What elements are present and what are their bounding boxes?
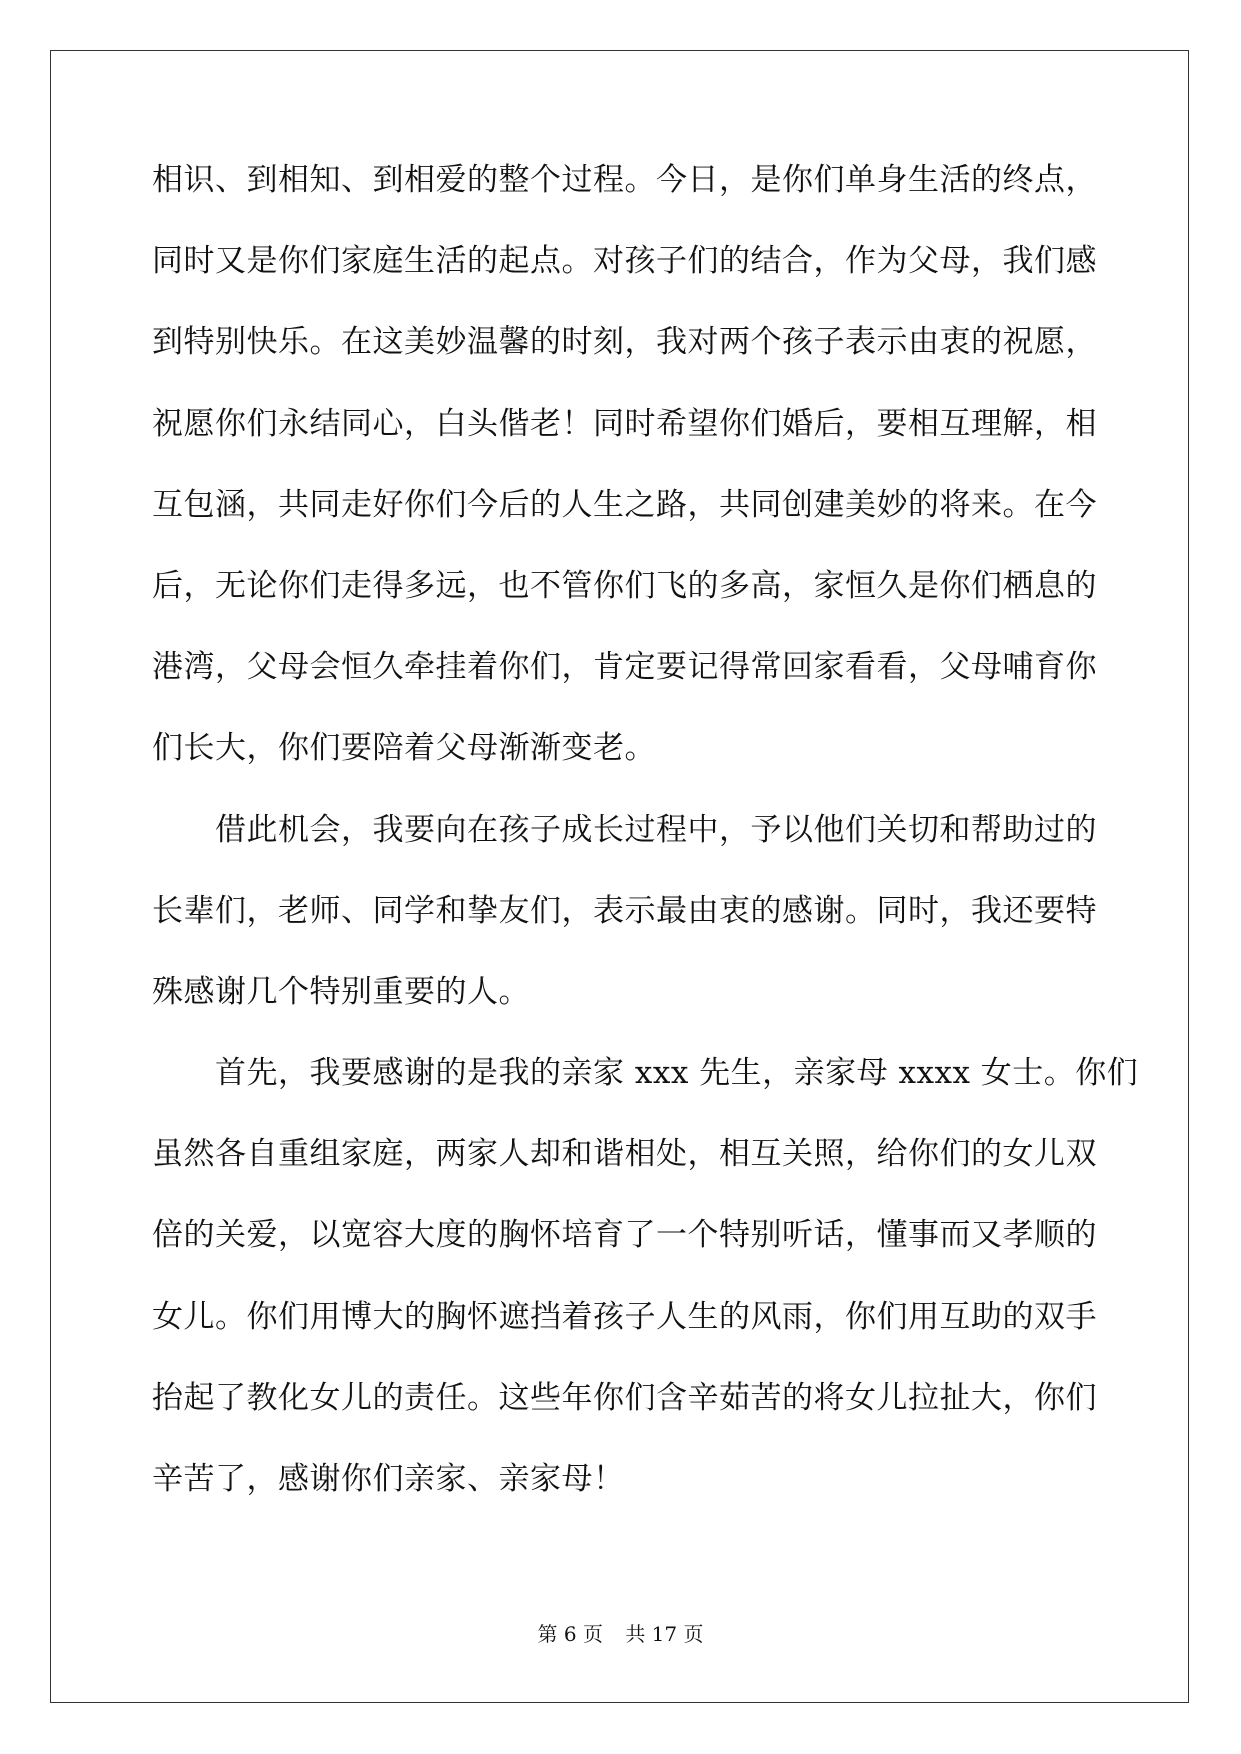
current-page-number: 第 6 页: [537, 1622, 603, 1646]
text-line: 虽然各自重组家庭，两家人却和谐相处，相互关照，给你们的女儿双: [152, 1136, 1097, 1173]
text-line: 互包涵，共同走好你们今后的人生之路，共同创建美妙的将来。在今: [152, 486, 1097, 523]
text-line: 抬起了教化女儿的责任。这些年你们含辛茹苦的将女儿拉扯大，你们: [152, 1379, 1097, 1416]
text-line: 祝愿你们永结同心，白头偕老！同时希望你们婚后，要相互理解，相: [152, 405, 1097, 442]
text-line: 港湾，父母会恒久牵挂着你们，肯定要记得常回家看看，父母哺育你: [152, 649, 1097, 686]
text-line: 长辈们，老师、同学和挚友们，表示最由衷的感谢。同时，我还要特: [152, 892, 1097, 929]
total-page-count: 共 17 页: [625, 1622, 704, 1646]
text-line: 到特别快乐。在这美妙温馨的时刻，我对两个孩子表示由衷的祝愿，: [152, 324, 1097, 361]
text-line: 辛苦了，感谢你们亲家、亲家母！: [152, 1461, 625, 1497]
document-body: [152, 156, 1139, 1536]
text-line: 倍的关爱，以宽容大度的胸怀培育了一个特别听话，懂事而又孝顺的: [152, 1217, 1097, 1254]
text-line: 相识、到相知、到相爱的整个过程。今日，是你们单身生活的终点，: [152, 162, 1097, 198]
page-footer: [0, 1621, 1241, 1647]
text-line: 借此机会，我要向在孩子成长过程中，予以他们关切和帮助过的: [215, 811, 1097, 848]
text-line: 殊感谢几个特别重要的人。: [152, 973, 530, 1010]
text-line: 们长大，你们要陪着父母渐渐变老。: [152, 730, 656, 767]
text-line: 女儿。你们用博大的胸怀遮挡着孩子人生的风雨，你们用互助的双手: [152, 1298, 1097, 1335]
text-line: 后，无论你们走得多远，也不管你们飞的多高，家恒久是你们栖息的: [152, 567, 1097, 604]
text-line: 首先，我要感谢的是我的亲家 xxx 先生，亲家母 xxxx 女士。你们: [215, 1055, 1139, 1092]
text-line: 同时又是你们家庭生活的起点。对孩子们的结合，作为父母，我们感: [152, 243, 1097, 280]
